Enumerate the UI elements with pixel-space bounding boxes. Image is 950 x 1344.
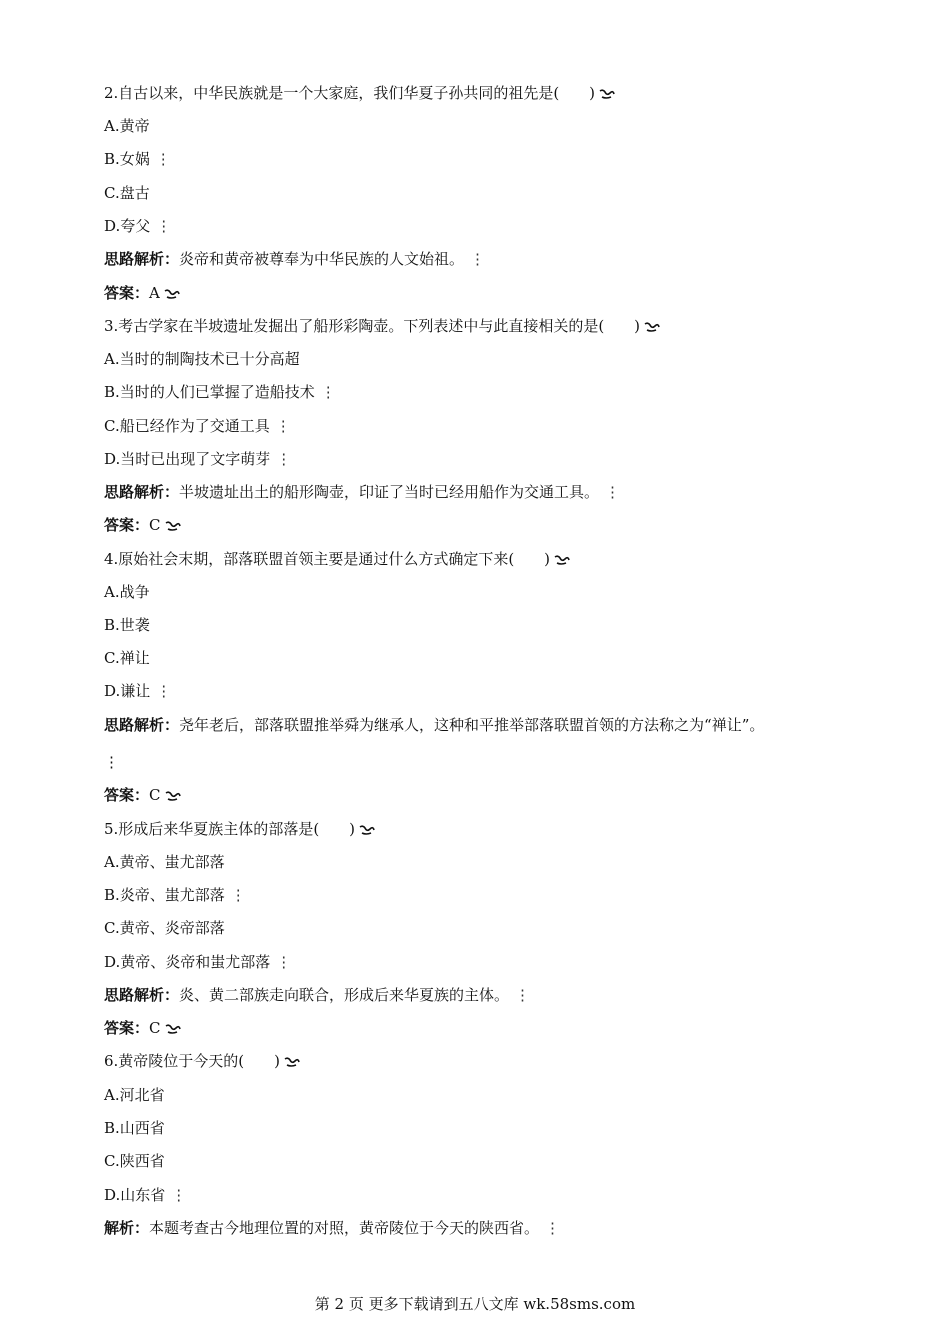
analysis: 思路解析：炎、黄二部族走向联合，形成后来华夏族的主体。 ⋮ (104, 986, 531, 1004)
vertical-dots-icon: ⋮ (276, 450, 292, 468)
vertical-dots-icon: ⋮ (545, 1219, 561, 1237)
option-b: B.女娲 ⋮ (104, 150, 171, 168)
option-a: A.当时的制陶技术已十分高超 (104, 350, 300, 368)
vertical-dots-icon: ⋮ (171, 1186, 187, 1204)
swirl-mark-icon (164, 285, 180, 305)
option-a: A.黄帝 (104, 117, 150, 135)
analysis: 思路解析：尧年老后，部落联盟推举舜为继承人，这种和平推举部落联盟首领的方法称之为“禅让”。 (104, 716, 765, 734)
swirl-mark-icon (165, 787, 181, 807)
option-d: D.山东省 ⋮ (104, 1186, 187, 1204)
question-stem: 2.自古以来，中华民族就是一个大家庭，我们华夏子孙共同的祖先是( ) (104, 83, 615, 105)
option-d: D.当时已出现了文字萌芽 ⋮ (104, 450, 292, 468)
option-d: D.夸父 ⋮ (104, 217, 172, 235)
question-stem: 5.形成后来华夏族主体的部落是( ) (104, 819, 375, 841)
vertical-dots-icon: ⋮ (275, 417, 291, 435)
question-stem: 4.原始社会末期，部落联盟首领主要是通过什么方式确定下来( ) (104, 549, 570, 571)
page-footer: 第 2 页 更多下载请到五八文库 wk.58sms.com (314, 1295, 636, 1313)
option-c: C.陕西省 (104, 1152, 165, 1170)
swirl-mark-icon (165, 1020, 181, 1040)
option-b: B.当时的人们已掌握了造船技术 ⋮ (104, 383, 336, 401)
swirl-mark-icon (554, 551, 570, 571)
vertical-dots-icon: ⋮ (470, 250, 486, 268)
option-b: B.山西省 (104, 1119, 165, 1137)
option-a: A.战争 (104, 583, 150, 601)
question-stem: 6.黄帝陵位于今天的( ) (104, 1051, 300, 1073)
option-c: C.禅让 (104, 649, 150, 667)
option-d: D.谦让 ⋮ (104, 682, 172, 700)
option-c: C.盘古 (104, 184, 150, 202)
answer: 答案：C (104, 1018, 181, 1040)
vertical-dots-icon: ⋮ (230, 886, 246, 904)
answer: 答案：C (104, 515, 181, 537)
option-d: D.黄帝、炎帝和蚩尤部落 ⋮ (104, 953, 292, 971)
swirl-mark-icon (165, 517, 181, 537)
vertical-dots-icon: ⋮ (276, 953, 292, 971)
swirl-mark-icon (599, 85, 615, 105)
analysis: 解析：本题考查古今地理位置的对照，黄帝陵位于今天的陕西省。 ⋮ (104, 1219, 561, 1237)
option-b: B.炎帝、蚩尤部落 ⋮ (104, 886, 246, 904)
answer: 答案：C (104, 785, 181, 807)
vertical-dots-icon: ⋮ (605, 483, 621, 501)
option-b: B.世袭 (104, 616, 150, 634)
option-a: A.河北省 (104, 1086, 165, 1104)
swirl-mark-icon (359, 821, 375, 841)
analysis: 思路解析：半坡遗址出土的船形陶壶，印证了当时已经用船作为交通工具。 ⋮ (104, 483, 621, 501)
option-a: A.黄帝、蚩尤部落 (104, 853, 225, 871)
question-stem: 3.考古学家在半坡遗址发掘出了船形彩陶壶。下列表述中与此直接相关的是( ) (104, 316, 660, 338)
vertical-dots-icon: ⋮ (155, 150, 171, 168)
vertical-dots-icon: ⋮ (156, 217, 172, 235)
swirl-mark-icon (284, 1053, 300, 1073)
vertical-dots-icon: ⋮ (156, 682, 172, 700)
option-c: C.船已经作为了交通工具 ⋮ (104, 417, 291, 435)
answer: 答案：A (104, 283, 180, 305)
vertical-dots-icon: ⋮ (515, 986, 531, 1004)
option-c: C.黄帝、炎帝部落 (104, 919, 225, 937)
swirl-mark-icon (644, 318, 660, 338)
vertical-dots-icon: ⋮ (320, 383, 336, 401)
vertical-dots-icon: ⋮ (104, 753, 119, 771)
analysis: 思路解析：炎帝和黄帝被尊奉为中华民族的人文始祖。 ⋮ (104, 250, 486, 268)
